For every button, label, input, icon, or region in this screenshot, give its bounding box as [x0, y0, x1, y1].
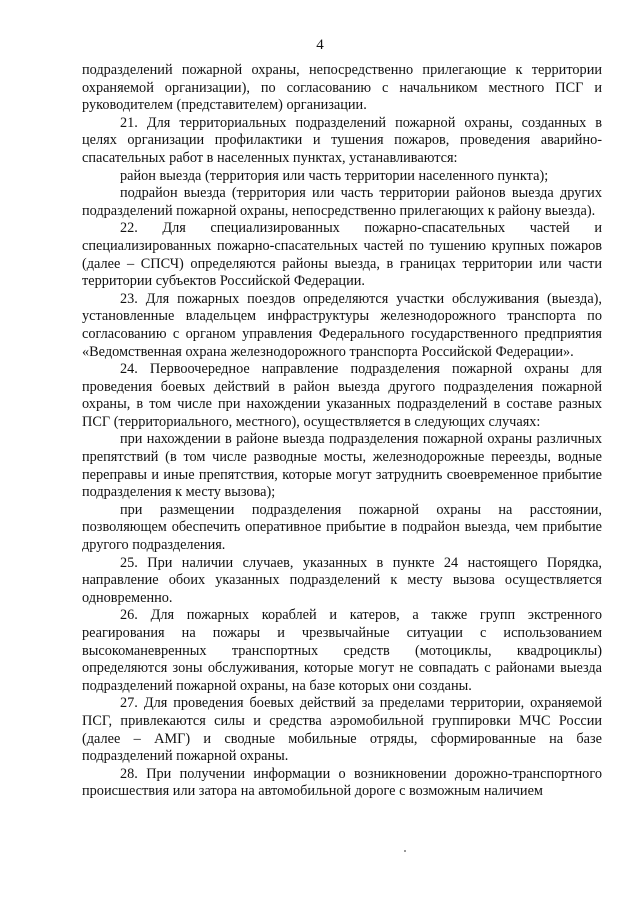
paragraph-continuation: подразделений пожарной охраны, непосредственно прилегающие к территории охраняемой организации), по согласованию с начальником местного ПСГ и руководителем (представителем) организации.	[82, 62, 602, 114]
paragraph-25: 25. При наличии случаев, указанных в пункте 24 настоящего Порядка, направление обоих указанных подразделений к месту вызова осуществляется одновременно.	[82, 554, 602, 606]
paragraph-24: 24. Первоочередное направление подразделения пожарной охраны для проведения боевых действий в район выезда другого подразделения пожарной охраны, в том числе при нахождении указанных подразделений в составе разных ПСГ (территориального, местного), осуществляется в следующих случаях:	[82, 361, 602, 430]
page-number: 4	[316, 37, 324, 53]
paragraph-28: 28. При получении информации о возникновении дорожно-транспортного происшествия или затора на автомобильной дороге с возможным наличием	[82, 765, 602, 800]
paragraph-21-subdistrict: подрайон выезда (территория или часть территории районов выезда других подразделений пожарной охраны, непосредственно прилегающих к району выезда).	[82, 185, 602, 219]
paragraph-23: 23. Для пожарных поездов определяются участки обслуживания (выезда), установленные владельцем инфраструктуры железнодорожного транспорта по согласованию с органом управления Федерального государственного предприятия «Ведомственная охрана железнодорожного транспорта Российской Федерации».	[82, 290, 602, 360]
paragraph-21-district: район выезда (территория или часть территории населенного пункта);	[120, 167, 549, 184]
body-text	[82, 62, 602, 801]
paragraph-21: 21. Для территориальных подразделений пожарной охраны, созданных в целях организации профилактики и тушения пожаров, проведения аварийно-спасательных работ в населенных пунктах, устанавливаются:	[82, 114, 602, 166]
paragraph-26: 26. Для пожарных кораблей и катеров, а также групп экстренного реагирования на пожары и чрезвычайные ситуации с использованием высокоманевренных транспортных средств (мотоциклы, квадроциклы) определяются зоны обслуживания, которые могут не совпадать с районами выезда подразделений пожарной охраны, на базе которых они созданы.	[82, 607, 602, 694]
paragraph-22: 22. Для специализированных пожарно-спасательных частей и специализированных пожарно-спасательных частей по тушению крупных пожаров (далее – СПСЧ) определяются районы выезда, в границах территории или части территории субъектов Российской Федерации.	[82, 220, 602, 290]
scan-speck	[404, 850, 406, 852]
paragraph-24-case-distance: при размещении подразделения пожарной охраны на расстоянии, позволяющем обеспечить оперативное прибытие в подрайон выезда, чем прибытие другого подразделения.	[82, 501, 602, 554]
paragraph-24-case-obstacles: при нахождении в районе выезда подразделения пожарной охраны различных препятствий (в том числе разводные мосты, железнодорожные переезды, водные переправы и иные препятствия, которые могут затруднить своевременное прибытие подразделения к месту вызова);	[82, 431, 602, 501]
paragraph-27: 27. Для проведения боевых действий за пределами территории, охраняемой ПСГ, привлекаются силы и средства аэромобильной группировки МЧС России (далее – АМГ) и сводные мобильные отряды, сформированные на базе подразделений пожарной охраны.	[82, 695, 602, 765]
